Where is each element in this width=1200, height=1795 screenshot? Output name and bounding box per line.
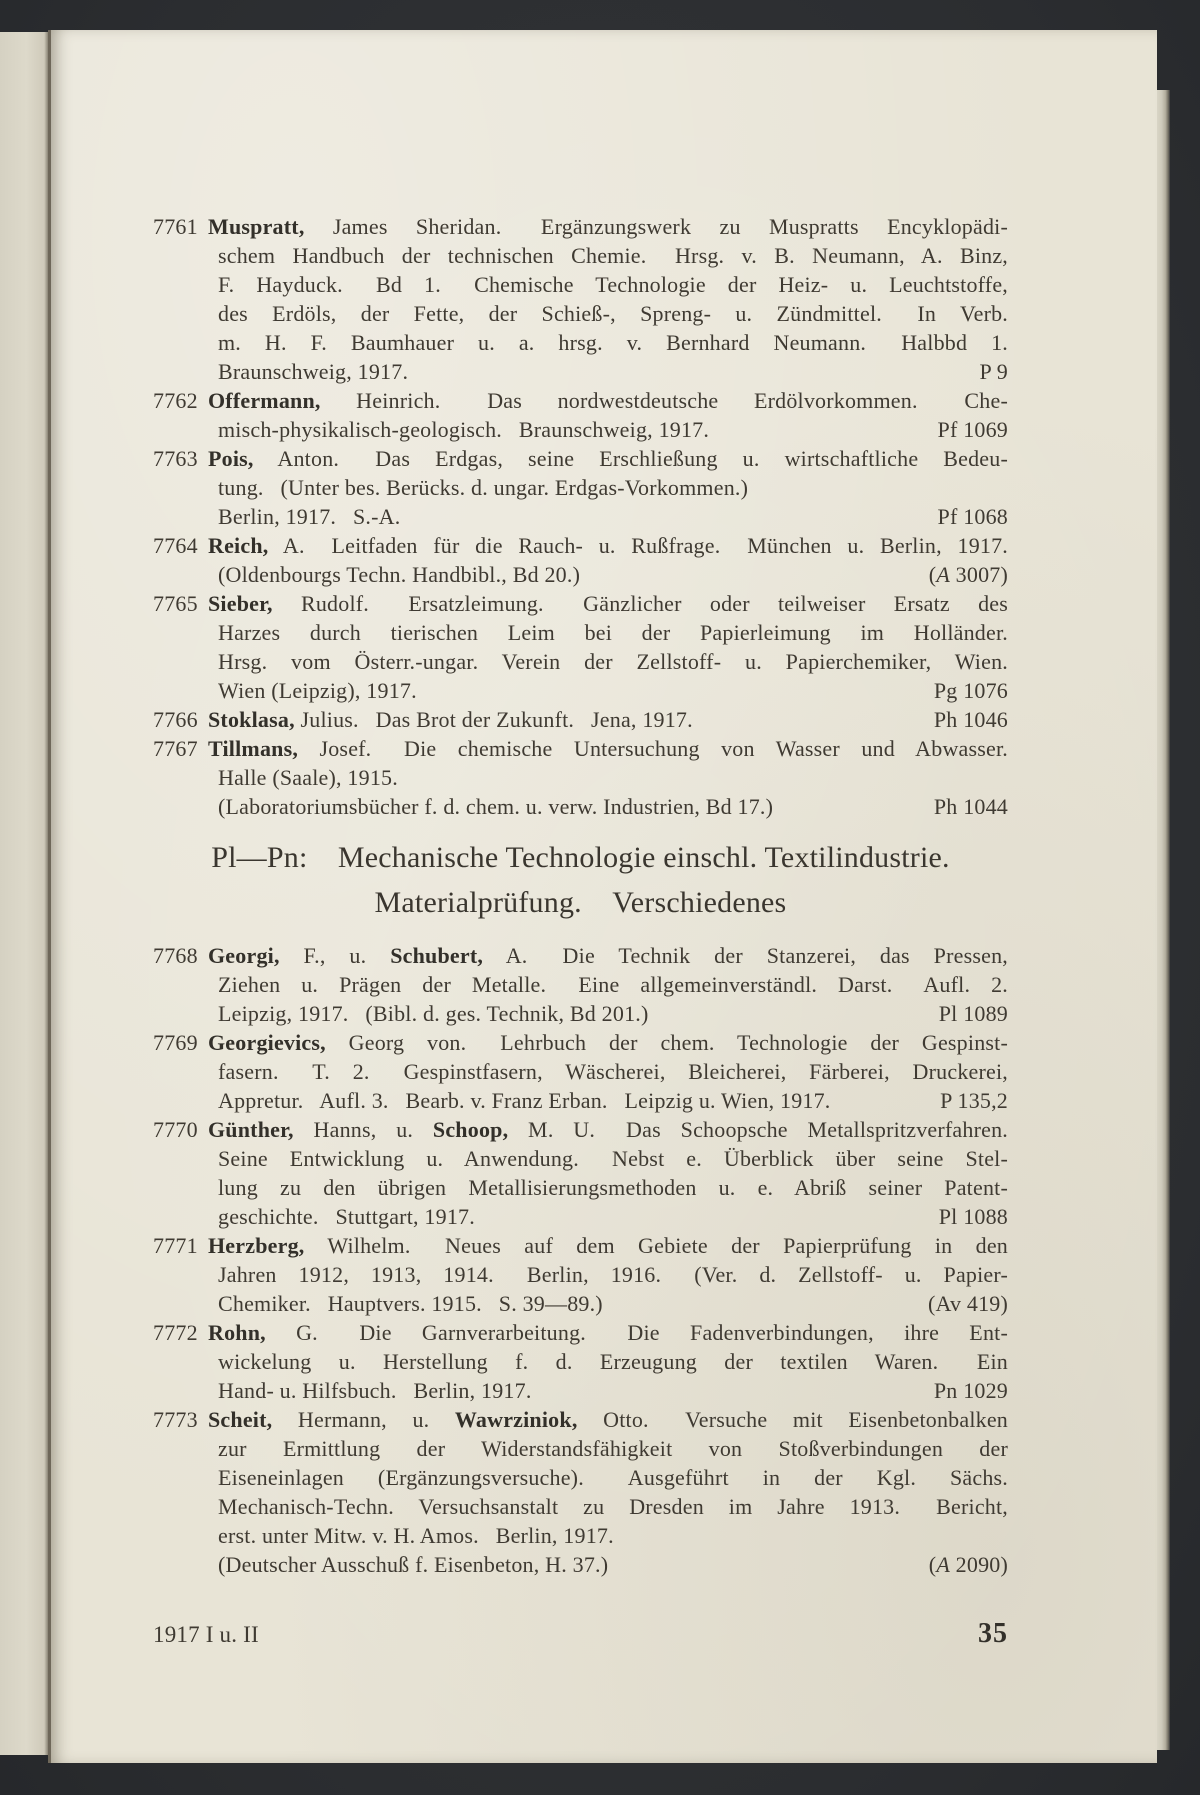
author-name: Scheit, [208,1407,273,1432]
shelf-code [926,415,1008,444]
entry-line [218,647,1008,676]
entry-text: Pl 1089 [938,1001,1008,1026]
entry-line-text [208,705,693,734]
entry-line [208,734,1008,763]
entry-text: James Sheridan. Ergänzungswerk zu Muspratts Encyklopädi- [304,214,1008,239]
entry-line [218,1173,1008,1202]
entry-lines [208,386,1008,444]
catalog-entry [153,734,1008,821]
entry-text: (Av 419) [927,1291,1008,1316]
entry-text: schem Handbuch der technischen Chemie. Hrsg. v. B. Neumann, A. Binz, [218,243,1008,268]
facing-page-edge [0,32,48,1755]
entry-lines [208,589,1008,705]
entry-line [218,502,1008,531]
entry-line [218,328,1008,357]
author-name: Stoklasa, [208,707,295,732]
catalog-entry [153,386,1008,444]
shelf-code [917,560,1008,589]
entry-text: des Erdöls, der Fette, der Schieß-, Spreng- u. Zündmittel. In Verb. [218,301,1008,326]
entry-text: Pg 1076 [933,678,1008,703]
section-heading [153,835,1008,925]
entry-line [218,357,1008,386]
entry-line [218,1260,1008,1289]
shelf-code [922,792,1008,821]
entry-text: m. H. F. Baumhauer u. a. hrsg. v. Bernhard Neumann. Halbbd 1. [218,330,1008,355]
entry-line [218,241,1008,270]
entry-text: Hanns, u. [293,1117,433,1142]
catalog-entry [153,589,1008,705]
section-heading-line1: Pl—Pn: Mechanische Technologie einschl. Textilindustrie. [211,841,950,874]
entry-text: M. U. Das Schoopsche Metallspritzverfahren. [508,1117,1008,1142]
author-name: Pois, [208,446,254,471]
entry-line [208,705,1008,734]
entry-text: geschichte. Stuttgart, 1917. [218,1204,475,1229]
shelf-code [928,1086,1008,1115]
entry-text: F., u. [279,943,391,968]
entry-text: Harzes durch tierischen Leim bei der Papierleimung im Holländer. [218,620,1008,645]
shelf-code [967,357,1008,386]
entry-line [218,1202,1008,1231]
entry-number: 7767 [153,736,198,761]
entry-text: P 9 [979,359,1008,384]
entry-text: P 135,2 [940,1088,1008,1113]
entry-line-text [218,1550,608,1579]
entry-line [218,1376,1008,1405]
entry-text: Ph 1044 [933,794,1008,819]
entry-line-text [218,357,408,386]
entry-text: Chemiker. Hauptvers. 1915. S. 39—89.) [218,1291,603,1316]
author-name: Offermann, [208,388,321,413]
entry-lines [208,212,1008,386]
author-name: Herzberg, [208,1233,305,1258]
catalog-entry [153,1405,1008,1579]
entry-line [218,560,1008,589]
entry-text: Seine Entwicklung u. Anwendung. Nebst e. Überblick über seine Stel- [218,1146,1008,1171]
entry-lines [208,1405,1008,1579]
entry-line-text [218,792,773,821]
entry-text: (Oldenbourgs Techn. Handbibl., Bd 20.) [218,562,581,587]
entry-line [218,1144,1008,1173]
entry-line [208,1405,1008,1434]
entry-line [218,299,1008,328]
author-name: Muspratt, [208,214,305,239]
entry-number: 7772 [153,1320,198,1345]
author-name: Wawrziniok, [454,1407,578,1432]
entry-line-text [218,676,417,705]
author-name: Schubert, [390,943,484,968]
entry-number: 7766 [153,707,198,732]
entry-text: zur Ermittlung der Widerstandsfähigkeit von Stoßverbindungen der [218,1436,1008,1461]
entry-line [208,212,1008,241]
entry-line [218,999,1008,1028]
entry-number: 7770 [153,1117,198,1142]
entry-lines [208,1318,1008,1405]
entry-text: Halle (Saale), 1915. [218,765,398,790]
entry-number: 7771 [153,1233,198,1258]
entry-text: Eiseneinlagen (Ergänzungsversuche). Ausgeführt in der Kgl. Sächs. [218,1465,1008,1490]
page-stack-edge [1157,90,1170,1750]
catalog-entry [153,1028,1008,1115]
entry-number: 7768 [153,943,198,968]
page-footer [153,1619,1008,1649]
entry-text: lung zu den übrigen Metallisierungsmethoden u. e. Abriß seiner Patent- [218,1175,1008,1200]
entry-text: Wien (Leipzig), 1917. [218,678,417,703]
entry-text: Julius. Das Brot der Zukunft. Jena, 1917. [294,707,693,732]
entry-text: Pf 1068 [937,504,1008,529]
entry-number: 7761 [153,214,198,239]
entry-lines [208,1231,1008,1318]
entry-line [208,1318,1008,1347]
entry-text: F. Hayduck. Bd 1. Chemische Technologie der Heiz- u. Leuchtstoffe, [218,272,1008,297]
entry-line [218,1463,1008,1492]
author-name: Sieber, [208,591,273,616]
entry-text: Pn 1029 [933,1378,1008,1403]
entry-line [218,1434,1008,1463]
entry-line [208,1115,1008,1144]
author-name: Schoop, [432,1117,509,1142]
catalog-entry [153,531,1008,589]
entry-line [218,618,1008,647]
footer-volume-label: 1917 I u. II [153,1622,259,1647]
entry-line [218,1086,1008,1115]
author-name: Günther, [208,1117,294,1142]
entry-line [208,1028,1008,1057]
entry-text: Otto. Versuche mit Eisenbetonbalken [577,1407,1008,1432]
entry-line-text [218,999,649,1028]
entry-number: 7764 [153,533,198,558]
entry-text: Berlin, 1917. S.-A. [218,504,401,529]
entry-line [218,970,1008,999]
entry-text: A. Leitfaden für die Rauch- u. Rußfrage. München u. Berlin, 1917. [268,533,1008,558]
catalog-entry [153,1115,1008,1231]
entry-text: Braunschweig, 1917. [218,359,409,384]
entry-text: Jahren 1912, 1913, 1914. Berlin, 1916. (Ver. d. Zellstoff- u. Papier- [218,1262,1008,1287]
entry-line [208,386,1008,415]
entry-text: tung. (Unter bes. Berücks. d. ungar. Erdgas-Vorkommen.) [218,475,749,500]
entry-line [218,1492,1008,1521]
entry-text: G. Die Garnverarbeitung. Die Fadenverbindungen, ihre Ent- [265,1320,1008,1345]
entry-line-text [218,1376,532,1405]
catalog-entry [153,705,1008,734]
entry-line [208,589,1008,618]
entry-text: Mechanisch-Techn. Versuchsanstalt zu Dresden im Jahre 1913. Bericht, [218,1494,1008,1519]
entry-text: Anton. Das Erdgas, seine Erschließung u. wirtschaftliche Bedeu- [253,446,1008,471]
entry-lines [208,705,1008,734]
page-number: 35 [978,1618,1008,1649]
entry-text: Georg von. Lehrbuch der chem. Technologie der Gespinst- [325,1030,1008,1055]
entry-line-text [218,415,709,444]
shelf-code [916,1289,1008,1318]
author-name: Rohn, [208,1320,266,1345]
entry-line [218,763,1008,792]
entry-text: wickelung u. Herstellung f. d. Erzeugung der textilen Waren. Ein [218,1349,1008,1374]
entry-text: Hand- u. Hilfsbuch. Berlin, 1917. [218,1378,532,1403]
entry-line-text [218,1086,831,1115]
entry-text: ( [928,1552,937,1577]
shelf-code [927,1202,1008,1231]
shelf-code [922,705,1008,734]
entry-lines [208,941,1008,1028]
entry-lines [208,1028,1008,1115]
entry-line-text [218,1289,603,1318]
entry-text: erst. unter Mitw. v. H. Amos. Berlin, 1917. [218,1523,614,1548]
entry-line [208,941,1008,970]
catalog-entry [153,1231,1008,1318]
entry-line [218,1550,1008,1579]
catalog-entry [153,212,1008,386]
entry-text: ( [928,562,937,587]
entry-text: fasern. T. 2. Gespinstfasern, Wäscherei, Bleicherei, Färberei, Druckerei, [218,1059,1008,1084]
entry-number: 7765 [153,591,198,616]
entry-line [218,676,1008,705]
entry-line [208,444,1008,473]
entry-text: (Laboratoriumsbücher f. d. chem. u. verw. Industrien, Bd 17.) [218,794,774,819]
entry-text: A [936,562,950,587]
entry-text: Pl 1088 [938,1204,1008,1229]
shelf-code [922,1376,1008,1405]
entry-line-text [218,560,580,589]
catalog-entry [153,444,1008,531]
entry-lines [208,734,1008,821]
entry-line [218,1057,1008,1086]
entry-lines [208,531,1008,589]
page-content [153,212,1008,1649]
entry-line [208,531,1008,560]
entry-text: Ziehen u. Prägen der Metalle. Eine allgemeinverständl. Darst. Aufl. 2. [218,972,1008,997]
author-name: Georgievics, [208,1030,326,1055]
entry-line [218,1347,1008,1376]
entry-list-chemical-technology [153,212,1008,821]
entry-text: Leipzig, 1917. (Bibl. d. ges. Technik, Bd 201.) [218,1001,649,1026]
entry-line-text [218,502,400,531]
entry-line [218,270,1008,299]
entry-text: misch-physikalisch-geologisch. Braunschweig, 1917. [218,417,710,442]
entry-text: Heinrich. Das nordwestdeutsche Erdölvorkommen. Che- [320,388,1008,413]
catalog-entry [153,1318,1008,1405]
author-name: Georgi, [208,943,280,968]
shelf-code [927,999,1008,1028]
entry-text: A [936,1552,950,1577]
entry-text: Josef. Die chemische Untersuchung von Wasser und Abwasser. [298,736,1008,761]
entry-list-mechanical-technology [153,941,1008,1579]
catalog-entry [153,941,1008,1028]
shelf-code [922,676,1008,705]
entry-text: Hermann, u. [272,1407,455,1432]
entry-line [218,1289,1008,1318]
entry-text: Rudolf. Ersatzleimung. Gänzlicher oder teilweiser Ersatz des [272,591,1008,616]
entry-number: 7762 [153,388,198,413]
entry-number: 7763 [153,446,198,471]
entry-number: 7769 [153,1030,198,1055]
entry-text: Wilhelm. Neues auf dem Gebiete der Papierprüfung in den [304,1233,1008,1258]
author-name: Reich, [208,533,269,558]
shelf-code [917,1550,1008,1579]
entry-line-text [218,1202,475,1231]
entry-line [218,1521,1008,1550]
author-name: Tillmans, [208,736,299,761]
entry-text: Ph 1046 [933,707,1008,732]
shelf-code [926,502,1008,531]
section-heading-line2: Materialprüfung. Verschiedenes [374,886,787,919]
entry-text: 3007) [949,562,1008,587]
entry-number: 7773 [153,1407,198,1432]
entry-text: Appretur. Aufl. 3. Bearb. v. Franz Erban. Leipzig u. Wien, 1917. [218,1088,831,1113]
entry-line [218,415,1008,444]
entry-text: A. Die Technik der Stanzerei, das Pressen, [483,943,1008,968]
entry-line [218,473,1008,502]
entry-lines [208,1115,1008,1231]
entry-text: Hrsg. vom Österr.-ungar. Verein der Zellstoff- u. Papierchemiker, Wien. [218,649,1008,674]
entry-text: (Deutscher Ausschuß f. Eisenbeton, H. 37.) [218,1552,609,1577]
entry-text: 2090) [949,1552,1008,1577]
entry-line [218,792,1008,821]
entry-lines [208,444,1008,531]
entry-line [208,1231,1008,1260]
catalog-page [48,30,1157,1763]
entry-text: Pf 1069 [937,417,1008,442]
